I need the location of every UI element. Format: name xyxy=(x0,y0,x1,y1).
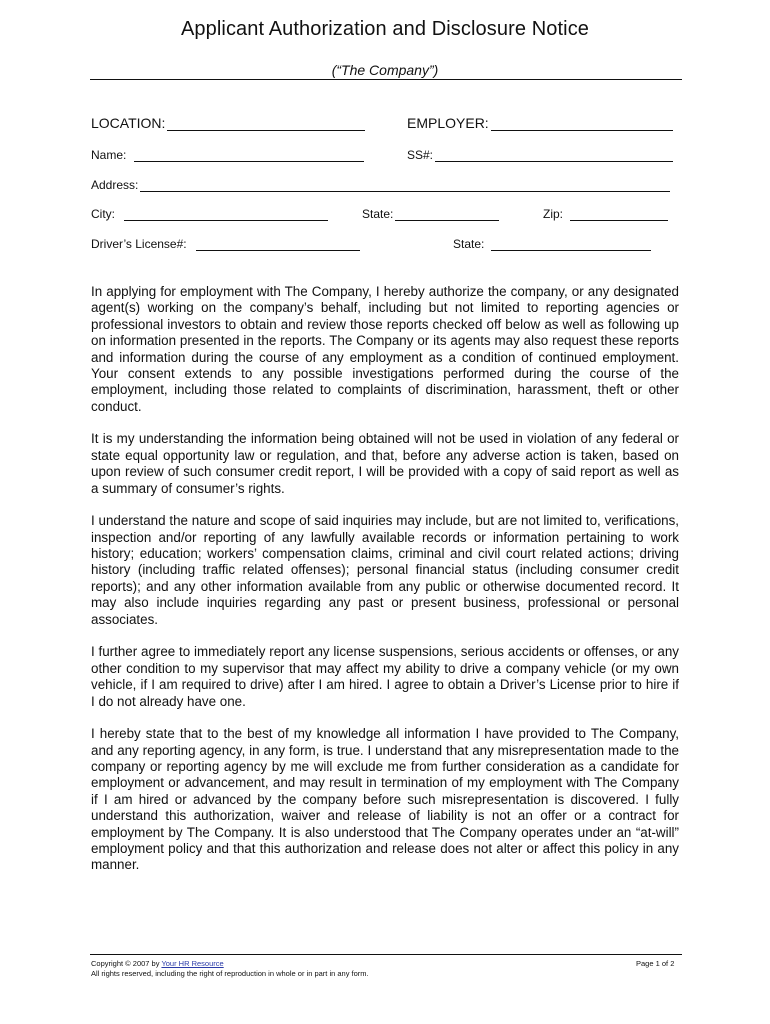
zip-label: Zip: xyxy=(543,207,564,221)
title-divider xyxy=(90,79,682,80)
footer-divider xyxy=(90,954,682,955)
name-input[interactable] xyxy=(134,149,364,162)
dl-state-input[interactable] xyxy=(491,238,651,251)
ss-field xyxy=(407,148,673,162)
location-label: LOCATION: xyxy=(91,115,166,131)
dl-state-field xyxy=(453,237,651,251)
rights-text: All rights reserved, including the right of reproduction in whole or in part in any form. xyxy=(91,968,369,978)
footer-copyright xyxy=(91,959,369,978)
drivers-license-label: Driver’s License#: xyxy=(91,237,187,251)
address-label: Address: xyxy=(91,178,139,192)
dl-state-label: State: xyxy=(453,237,485,251)
drivers-license-field xyxy=(91,237,360,251)
hr-resource-link[interactable]: Your HR Resource xyxy=(161,959,224,968)
zip-input[interactable] xyxy=(570,208,668,221)
address-input[interactable] xyxy=(140,179,670,192)
paragraph-authorization: In applying for employment with The Company, I hereby authorize the company, or any designated agent(s) working on the company’s behalf, including but not limited to reporting agencies or professional investors to obtain and review those reports checked off below as well as following up on information presented in the reports. The Company or its agents may also request these reports and information during the course of any employment as a condition of continued employment. Your consent extends to any possible investigations performed during the course of the employment, including those related to complaints of discrimination, harassment, theft or other conduct. xyxy=(91,284,679,414)
ss-input[interactable] xyxy=(435,149,673,162)
state-input[interactable] xyxy=(395,208,499,221)
drivers-license-input[interactable] xyxy=(196,238,360,251)
location-input[interactable] xyxy=(167,118,365,131)
city-field xyxy=(91,207,328,221)
paragraph-license: I further agree to immediately report any license suspensions, serious accidents or offenses, or any other condition to my supervisor that may affect my ability to drive a company vehicle (or my own vehicle, if I am required to drive) after I am hired. I agree to obtain a Driver’s License prior to hire if I do not already have one. xyxy=(91,644,679,709)
copyright-text: Copyright © 2007 by xyxy=(91,959,162,968)
authorization-body xyxy=(91,284,679,890)
name-label: Name: xyxy=(91,148,127,162)
document-title: Applicant Authorization and Disclosure Notice xyxy=(180,18,590,40)
city-input[interactable] xyxy=(124,208,328,221)
paragraph-scope: I understand the nature and scope of said inquiries may include, but are not limited to, verifications, inspection and/or reporting of any lawfully available records or information pertaining to work history; education; workers’ compensation claims, criminal and civil court related actions; driving history (including traffic related offenses); personal financial status (including consumer credit reports); and any other information available from any public or otherwise documented record. It may also include inquiries regarding any past or present business, professional or personal associates. xyxy=(91,513,679,627)
address-field xyxy=(91,178,670,192)
document-subtitle: (“The Company”) xyxy=(331,62,439,78)
city-label: City: xyxy=(91,207,115,221)
state-field xyxy=(362,207,499,221)
paragraph-understanding: It is my understanding the information being obtained will not be used in violation of any federal or state equal opportunity law or regulation, and that, before any adverse action is taken, based on upon review of such consumer credit report, I will be provided with a copy of said report as well as a summary of consumer’s rights. xyxy=(91,431,679,496)
zip-field xyxy=(543,207,668,221)
employer-input[interactable] xyxy=(491,118,673,131)
page-number: Page 1 of 2 xyxy=(636,959,675,968)
state-label: State: xyxy=(362,207,394,221)
employer-field xyxy=(407,115,673,131)
name-field xyxy=(91,148,364,162)
ss-label: SS#: xyxy=(407,148,434,162)
location-field xyxy=(91,115,365,131)
employer-label: EMPLOYER: xyxy=(407,115,489,131)
paragraph-truthfulness: I hereby state that to the best of my knowledge all information I have provided to The Company, and any reporting agency, in any form, is true. I understand that any misrepresentation made to the company or reporting agency by me will exclude me from further consideration as a candidate for employment or advancement, and may result in termination of my employment with The Company if I am hired or advanced by the company before such misrepresentation is discovered. I fully understand this authorization, waiver and release of liability is not an offer or a contract for employment by The Company. It is also understood that The Company operates under an “at-will” employment policy and that this authorization and release does not alter or affect this policy in any manner. xyxy=(91,726,679,873)
